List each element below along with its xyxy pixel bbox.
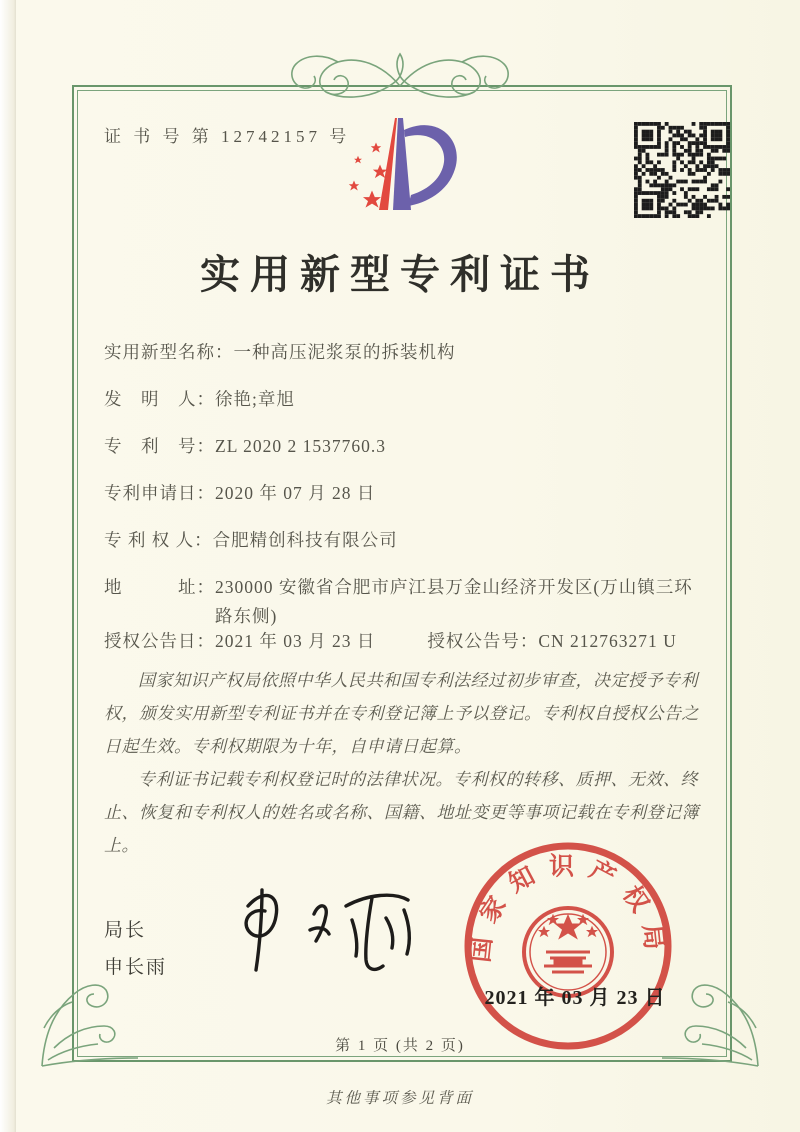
field-value: 合肥精创科技有限公司 <box>212 530 398 550</box>
grant-date-value: 2021 年 03 月 23 日 <box>215 631 376 651</box>
grant-date-label: 授权公告日： <box>104 631 215 651</box>
field-value: 2020 年 07 月 28 日 <box>215 483 376 503</box>
field-value: 徐艳;章旭 <box>215 389 295 409</box>
seal-date: 2021 年 03 月 23 日 <box>484 987 666 1009</box>
page-number: 第 1 页 (共 2 页) <box>335 1038 465 1054</box>
field-label: 地 址： <box>104 577 215 597</box>
field-value: ZL 2020 2 1537760.3 <box>215 436 386 456</box>
seal-text: 国家知识产权局 <box>467 853 669 964</box>
certificate-title: 实用新型专利证书 <box>200 252 600 297</box>
field-row <box>104 479 704 508</box>
certificate-number: 证 书 号 第 12742157 号 <box>104 127 351 146</box>
certificate-fields <box>104 338 704 649</box>
commissioner-title: 局长 <box>104 920 147 941</box>
field-label: 发 明 人： <box>104 389 215 409</box>
field-row <box>104 338 704 367</box>
scan-page-edge <box>0 0 16 1132</box>
field-label: 专 利 号： <box>104 436 215 456</box>
grant-number-value: CN 212763271 U <box>538 631 677 651</box>
commissioner-name: 申长雨 <box>104 957 168 978</box>
grant-row <box>104 628 704 653</box>
back-note: 其他事项参见背面 <box>325 1090 474 1107</box>
grant-date <box>104 628 375 653</box>
field-row <box>104 526 704 555</box>
grant-number <box>427 628 676 653</box>
grant-number-label: 授权公告号： <box>427 631 539 651</box>
commissioner-block <box>104 912 167 986</box>
field-label: 专利申请日： <box>104 483 215 503</box>
field-value: 230000 安徽省合肥市庐江县万金山经济开发区(万山镇三环路东侧) <box>215 577 693 626</box>
commissioner-signature <box>218 878 428 988</box>
legal-text <box>104 664 700 862</box>
cnipa-logo-icon <box>332 106 482 232</box>
legal-paragraph-2: 专利证书记载专利权登记时的法律状况。专利权的转移、质押、无效、终止、恢复和专利权人的姓名或名称、国籍、地址变更等事项记载在专利登记簿上。 <box>104 770 699 855</box>
official-seal <box>458 836 678 1056</box>
field-label: 实用新型名称： <box>104 342 234 362</box>
qr-code <box>634 122 730 218</box>
field-row <box>104 573 704 631</box>
field-label: 专 利 权 人： <box>104 530 213 550</box>
field-row <box>104 432 704 461</box>
legal-paragraph-1: 国家知识产权局依照中华人民共和国专利法经过初步审查，决定授予专利权，颁发实用新型专利证书并在专利登记簿上予以登记。专利权自授权公告之日起生效。专利权期限为十年，自申请日起算。 <box>104 671 699 756</box>
field-row <box>104 385 704 414</box>
field-value: 一种高压泥浆泵的拆装机构 <box>233 342 456 362</box>
